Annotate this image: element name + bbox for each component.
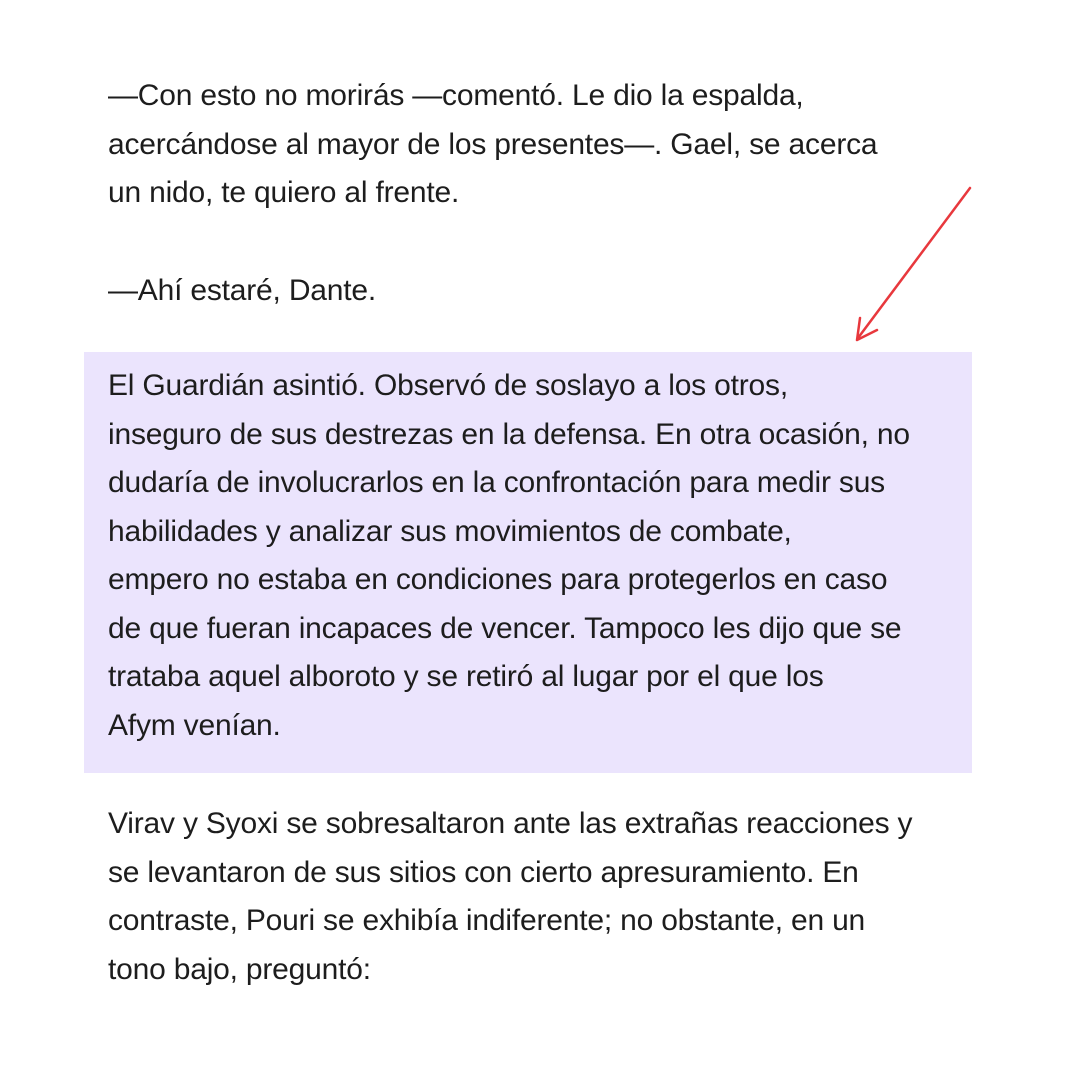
paragraph-dialogue-gael: —Ahí estaré, Dante. bbox=[108, 274, 377, 307]
paragraph-dialogue-dante: —Con esto no morirás —comentó. Le dio la espalda, acercándose al mayor de los presentes—. Gael, se acerca un nido, te quiero al frente. bbox=[108, 79, 878, 209]
paragraph-virav-syoxi: Virav y Syoxi se sobresaltaron ante las extrañas reacciones y se levantaron de sus sitios con cierto apresuramiento. En contraste, Pouri se exhibía indiferente; no obstante, en un tono bajo, preguntó: bbox=[108, 807, 913, 986]
paragraph-highlighted-guardian: El Guardián asintió. Observó de soslayo a los otros, inseguro de sus destrezas en la defensa. En otra ocasión, no dudaría de involucrarlos en la confrontación para medir sus habilidades y analizar sus movimientos de combate, empero no estaba en condiciones para protegerlos en caso de que fueran incapaces de vencer. Tampoco les dijo que se trataba aquel alboroto y se retiró al lugar por el que los Afym venían. bbox=[108, 369, 910, 742]
arrow-head bbox=[857, 318, 877, 340]
